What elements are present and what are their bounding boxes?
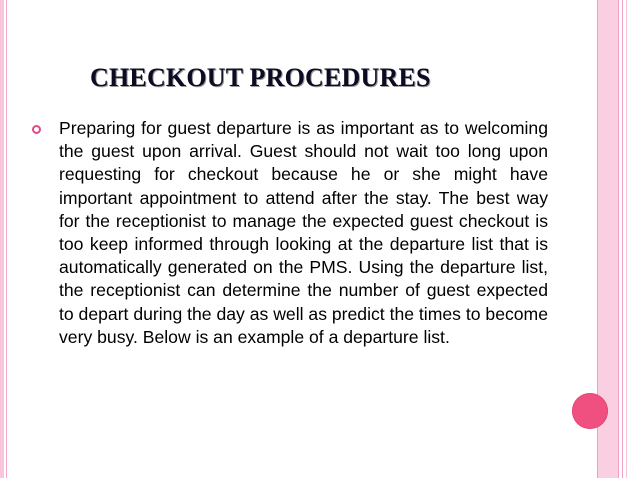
pink-circle-icon xyxy=(572,393,608,429)
right-edge-margin xyxy=(626,0,638,478)
bullet-paragraph: Preparing for guest departure is as important as to welcoming the guest upon arrival. Guest should not wait too long upon requesting for checkout because he or she might have important appointment to attend after the stay. The best way for the receptionist to manage the expected guest checkout is too keep informed through looking at the departure list that is automatically generated on the PMS. Using the departure list, the receptionist can determine the number of guest expected to depart during the day as well as predict the times to become very busy. Below is an example of a departure list. xyxy=(59,118,548,347)
right-decorative-line xyxy=(622,0,623,478)
left-border-strip xyxy=(0,0,4,478)
slide-title: CHECKOUT PROCEDURES xyxy=(90,63,431,92)
ring-bullet-icon xyxy=(32,125,41,134)
left-border-line xyxy=(6,0,7,478)
